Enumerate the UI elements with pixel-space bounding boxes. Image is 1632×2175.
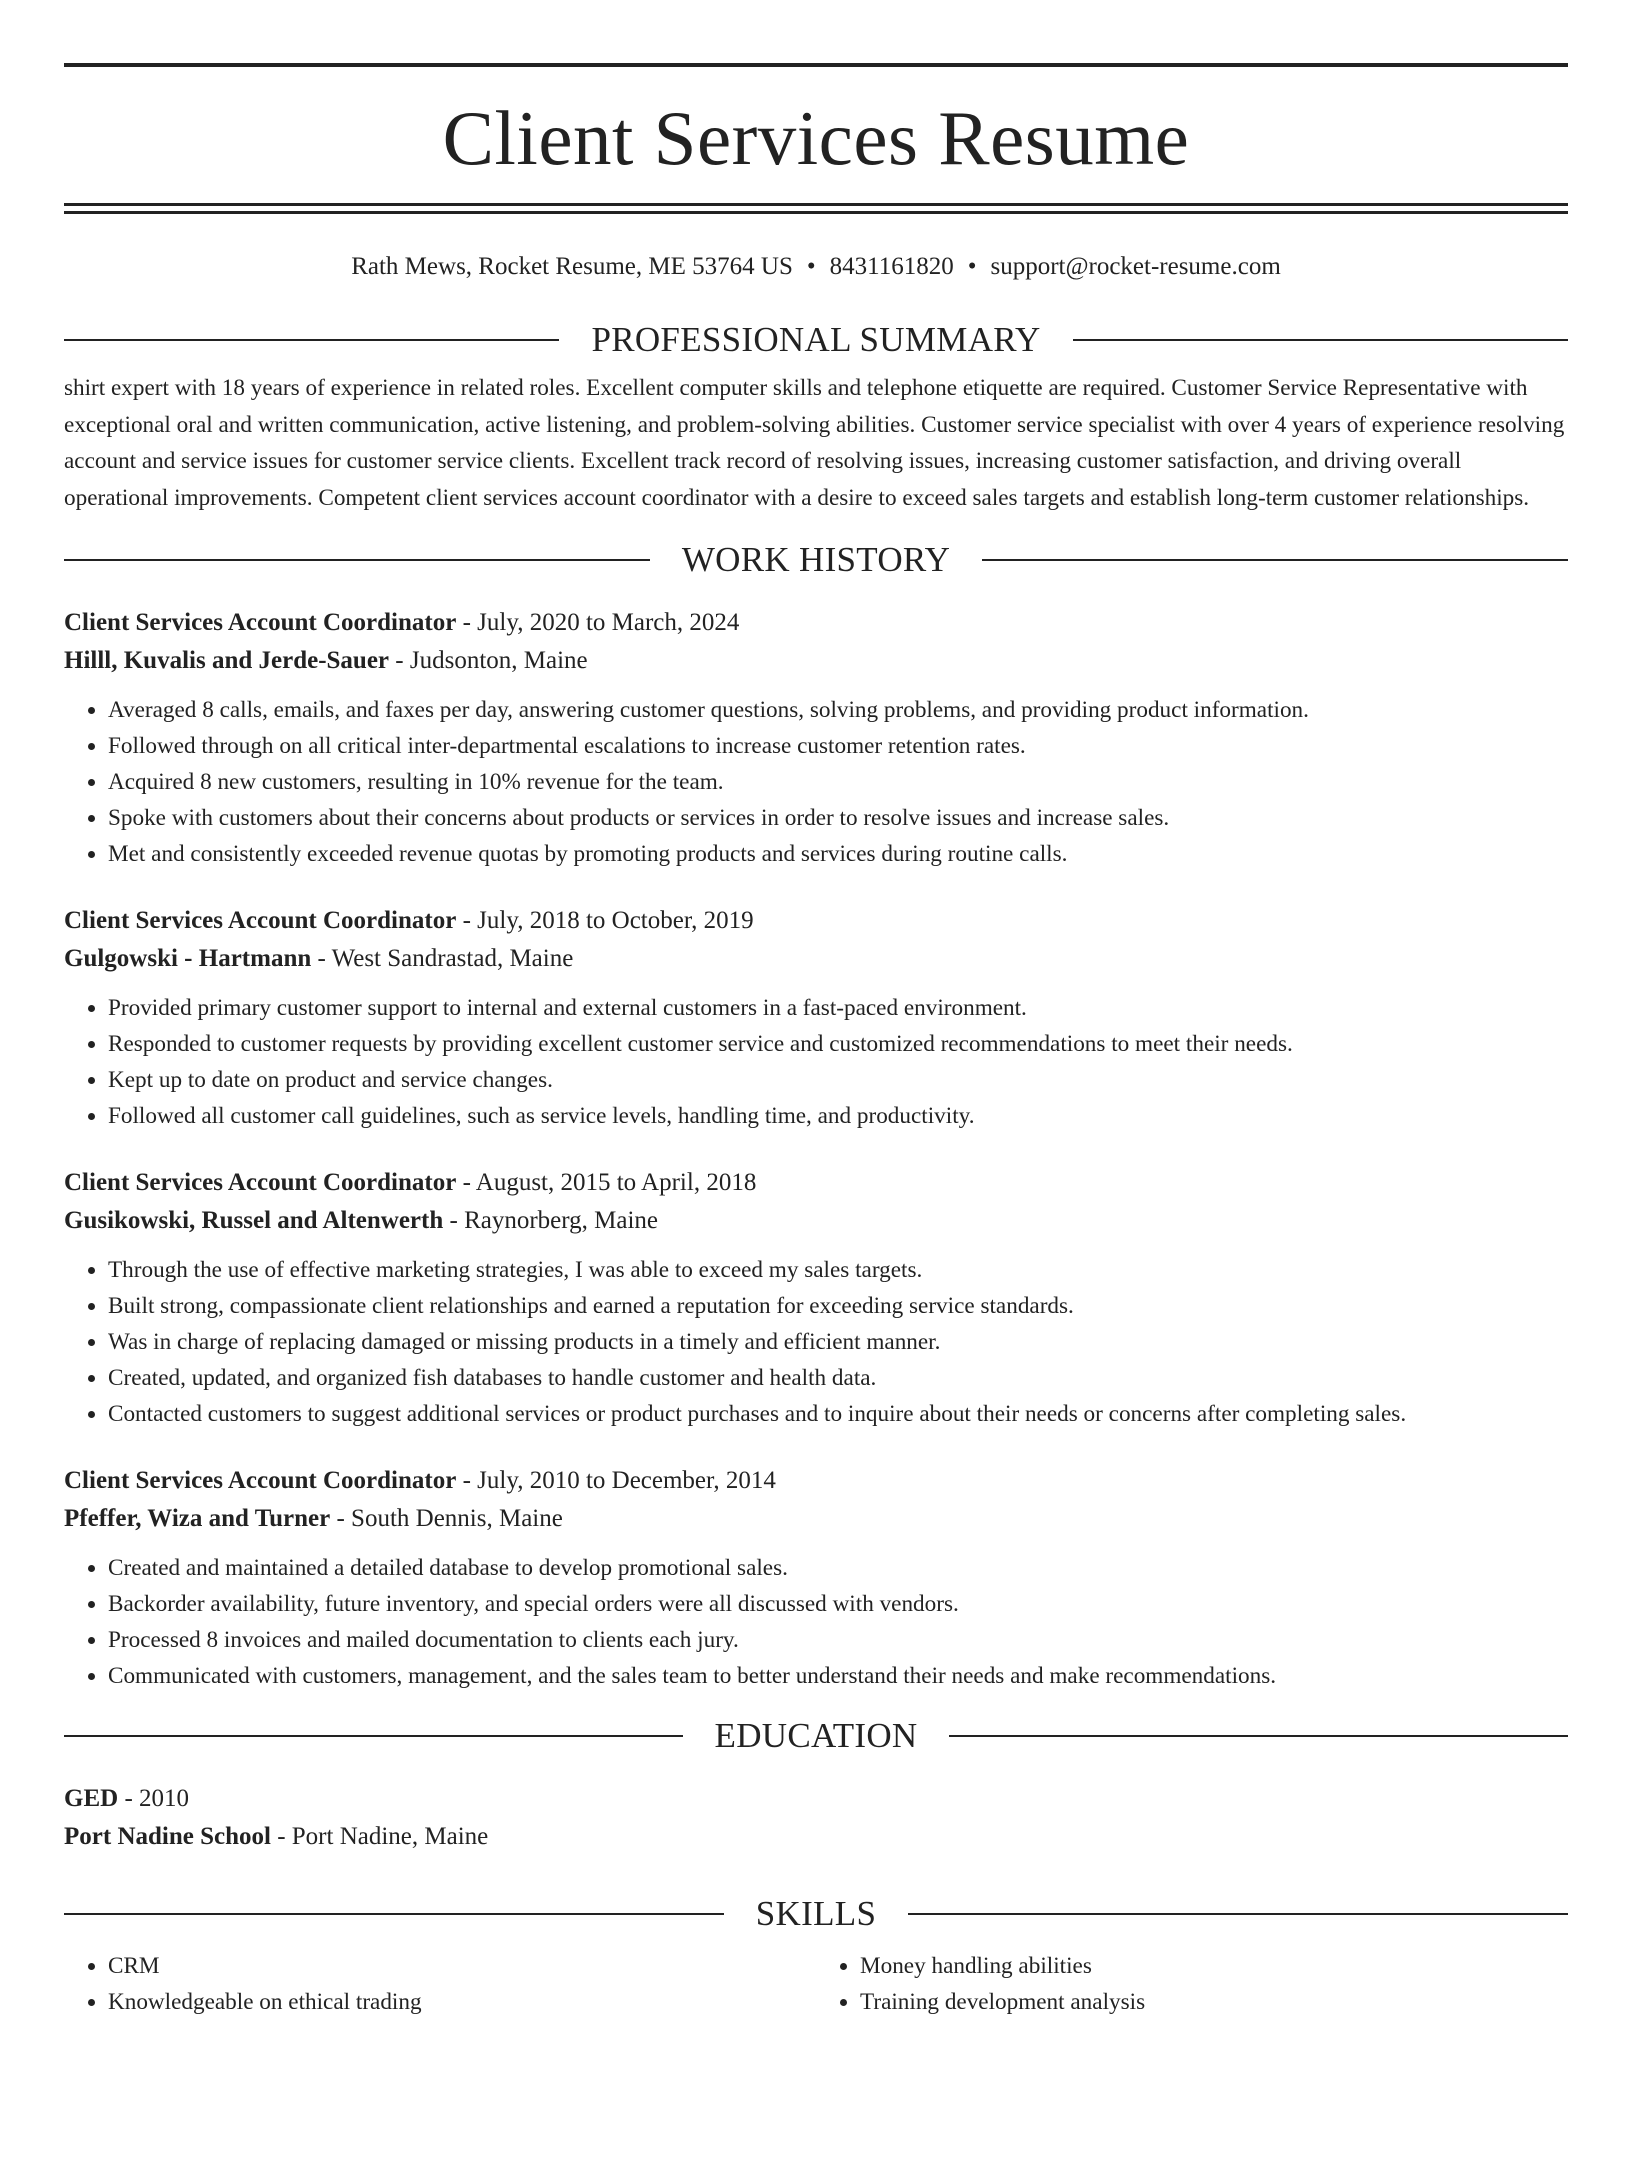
skill-item: • CRM bbox=[108, 1948, 816, 1984]
job-company: Hilll, Kuvalis and Jerde-Sauer bbox=[64, 647, 390, 674]
skill-item: • Training development analysis bbox=[860, 1984, 1568, 2020]
section-rule-right bbox=[982, 559, 1568, 561]
contact-address: Rath Mews, Rocket Resume, ME 53764 US bbox=[351, 253, 793, 280]
job-company-line bbox=[64, 1202, 1568, 1240]
education-degree: GED bbox=[64, 1785, 119, 1812]
section-rule-left bbox=[64, 559, 650, 561]
job-bullet: • Communicated with customers, management, and the sales team to better understand their needs and make recommendations. bbox=[108, 1658, 1568, 1694]
job-dates: - August, 2015 to April, 2018 bbox=[456, 1169, 757, 1196]
education-school: Port Nadine School bbox=[64, 1823, 271, 1850]
job-bullet: • Averaged 8 calls, emails, and faxes per day, answering customer questions, solving problems, and providing product information. bbox=[108, 692, 1568, 728]
contact-separator: • bbox=[967, 253, 977, 280]
job-entry bbox=[64, 604, 1568, 872]
job-bullet: • Spoke with customers about their concerns about products or services in order to resolve issues and increase sales. bbox=[108, 800, 1568, 836]
job-title: Client Services Account Coordinator bbox=[64, 1467, 457, 1494]
section-rule-right bbox=[949, 1735, 1568, 1737]
job-title: Client Services Account Coordinator bbox=[64, 609, 457, 636]
section-rule-left bbox=[64, 339, 559, 341]
education-school-line bbox=[64, 1818, 1568, 1856]
skills-column-left bbox=[64, 1948, 816, 2020]
skills-column-right bbox=[816, 1948, 1568, 2020]
job-bullet: • Backorder availability, future inventory, and special orders were all discussed with vendors. bbox=[108, 1586, 1568, 1622]
section-title-work: WORK HISTORY bbox=[681, 540, 951, 579]
resume-title: Client Services Resume bbox=[442, 95, 1190, 181]
section-rule-left bbox=[64, 1913, 724, 1915]
section-title-education: EDUCATION bbox=[714, 1716, 918, 1755]
job-title-line bbox=[64, 604, 1568, 642]
job-title-line bbox=[64, 1462, 1568, 1500]
section-header-education bbox=[64, 1714, 1568, 1758]
section-rule-left bbox=[64, 1735, 683, 1737]
education-degree-line bbox=[64, 1780, 1568, 1818]
section-title-skills: SKILLS bbox=[755, 1894, 877, 1933]
contact-phone: 8431161820 bbox=[829, 253, 954, 280]
job-bullets bbox=[64, 1550, 1568, 1694]
contact-separator: • bbox=[806, 253, 816, 280]
job-company-line bbox=[64, 1500, 1568, 1538]
job-title-line bbox=[64, 1164, 1568, 1202]
section-rule-right bbox=[908, 1913, 1568, 1915]
job-dates: - July, 2020 to March, 2024 bbox=[456, 609, 740, 636]
job-location: - Raynorberg, Maine bbox=[443, 1207, 659, 1234]
job-title: Client Services Account Coordinator bbox=[64, 907, 457, 934]
skill-item: • Knowledgeable on ethical trading bbox=[108, 1984, 816, 2020]
job-bullet: • Created and maintained a detailed database to develop promotional sales. bbox=[108, 1550, 1568, 1586]
job-location: - South Dennis, Maine bbox=[330, 1505, 563, 1532]
job-title: Client Services Account Coordinator bbox=[64, 1169, 457, 1196]
job-bullets bbox=[64, 1252, 1568, 1432]
education-entry bbox=[64, 1780, 1568, 1856]
skills-grid bbox=[64, 1948, 1568, 2020]
job-bullet: • Processed 8 invoices and mailed documentation to clients each jury. bbox=[108, 1622, 1568, 1658]
job-bullet: • Contacted customers to suggest additional services or product purchases and to inquire about their needs or concerns after completing sales. bbox=[108, 1396, 1568, 1432]
education-location: - Port Nadine, Maine bbox=[270, 1823, 489, 1850]
section-header-work bbox=[64, 538, 1568, 582]
resume-page bbox=[0, 63, 1632, 2175]
job-company-line bbox=[64, 940, 1568, 978]
job-location: - Judsonton, Maine bbox=[389, 647, 588, 674]
job-company: Gusikowski, Russel and Altenwerth bbox=[64, 1207, 444, 1234]
job-entry bbox=[64, 902, 1568, 1134]
job-company-line bbox=[64, 642, 1568, 680]
job-bullet: • Met and consistently exceeded revenue quotas by promoting products and services during routine calls. bbox=[108, 836, 1568, 872]
job-dates: - July, 2010 to December, 2014 bbox=[456, 1467, 776, 1494]
contact-email: support@rocket-resume.com bbox=[990, 253, 1281, 280]
contact-line bbox=[64, 250, 1568, 284]
job-bullet: • Responded to customer requests by providing excellent customer service and customized recommendations to meet their needs. bbox=[108, 1026, 1568, 1062]
job-company: Gulgowski - Hartmann bbox=[64, 945, 312, 972]
job-bullet: • Built strong, compassionate client relationships and earned a reputation for exceeding service standards. bbox=[108, 1288, 1568, 1324]
skill-item: • Money handling abilities bbox=[860, 1948, 1568, 1984]
job-dates: - July, 2018 to October, 2019 bbox=[456, 907, 754, 934]
job-bullet: • Followed all customer call guidelines, such as service levels, handling time, and productivity. bbox=[108, 1098, 1568, 1134]
job-bullet: • Provided primary customer support to internal and external customers in a fast-paced environment. bbox=[108, 990, 1568, 1026]
job-bullets bbox=[64, 692, 1568, 872]
job-bullet: • Kept up to date on product and service changes. bbox=[108, 1062, 1568, 1098]
section-header-skills bbox=[64, 1892, 1568, 1936]
section-title-summary: PROFESSIONAL SUMMARY bbox=[591, 320, 1041, 359]
job-entry bbox=[64, 1462, 1568, 1694]
section-rule-right bbox=[1073, 339, 1568, 341]
job-company: Pfeffer, Wiza and Turner bbox=[64, 1505, 331, 1532]
top-rule bbox=[64, 63, 1568, 67]
job-location: - West Sandrastad, Maine bbox=[311, 945, 574, 972]
job-bullets bbox=[64, 990, 1568, 1134]
job-bullet: • Through the use of effective marketing strategies, I was able to exceed my sales targets. bbox=[108, 1252, 1568, 1288]
job-bullet: • Followed through on all critical inter-departmental escalations to increase customer retention rates. bbox=[108, 728, 1568, 764]
job-bullet: • Acquired 8 new customers, resulting in 10% revenue for the team. bbox=[108, 764, 1568, 800]
education-year: - 2010 bbox=[118, 1785, 190, 1812]
title-double-rule bbox=[64, 203, 1568, 214]
professional-summary-text: shirt expert with 18 years of experience in related roles. Excellent computer skills and telephone etiquette are required. Customer Service Representative with exceptional oral and written communication, active listening, and problem-solving abilities. Customer service specialist with over 4 years of experience resolving account and service issues for customer service clients. Excellent track record of resolving issues, increasing customer satisfaction, and driving overall operational improvements. Competent client services account coordinator with a desire to exceed sales targets and establish long-term customer relationships. bbox=[64, 375, 1565, 511]
job-entry bbox=[64, 1164, 1568, 1432]
job-bullet: • Was in charge of replacing damaged or missing products in a timely and efficient manner. bbox=[108, 1324, 1568, 1360]
job-bullet: • Created, updated, and organized fish databases to handle customer and health data. bbox=[108, 1360, 1568, 1396]
job-title-line bbox=[64, 902, 1568, 940]
section-header-summary bbox=[64, 318, 1568, 362]
